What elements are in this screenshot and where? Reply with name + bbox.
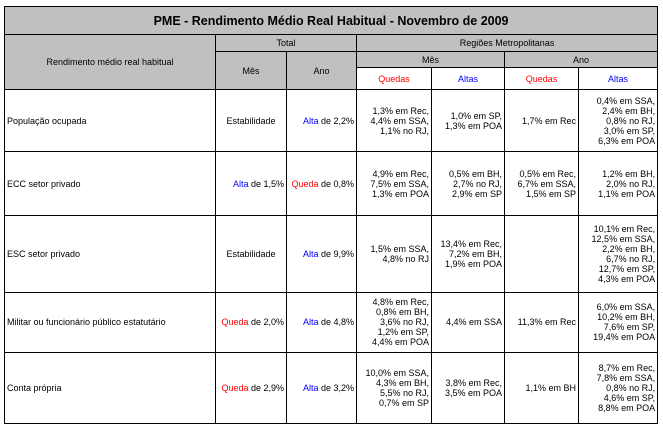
trend-word: Estabilidade: [226, 249, 276, 260]
mes-quedas-cell: 1,3% em Rec, 4,4% em SSA, 1,1% no RJ,: [357, 90, 432, 152]
ano-altas-cell: 0,4% em SSA, 2,4% em BH, 0,8% no RJ, 3,0% em SP, 6,3% em POA: [579, 90, 658, 152]
ano-quedas-cell: 0,5% em Rec, 6,7% em SSA, 1,5% em SP: [505, 152, 579, 216]
total-mes-cell: [216, 90, 287, 152]
mes-quedas-cell: 1,5% em SSA, 4,8% no RJ: [357, 216, 432, 292]
trend-value: de 3,2%: [318, 382, 354, 393]
total-mes-cell: [216, 352, 287, 423]
table-row: [5, 90, 658, 152]
mes-altas-cell: 13,4% em Rec, 7,2% em BH, 1,9% em POA: [432, 216, 505, 292]
table-row: [5, 292, 658, 352]
trend-word: Alta: [232, 178, 249, 189]
trend-word: Alta: [302, 317, 319, 328]
trend-word: Queda: [221, 317, 249, 328]
regioes-header: Regiões Metropolitanas: [357, 35, 658, 52]
ano-quedas-cell: 1,7% em Rec: [505, 90, 579, 152]
trend-word: Alta: [302, 249, 319, 260]
row-label: População ocupada: [5, 90, 216, 152]
mes-quedas-header: Quedas: [357, 68, 432, 90]
ano-quedas-cell: 1,1% em BH: [505, 352, 579, 423]
mes-altas-cell: 1,0% em SP, 1,3% em POA: [432, 90, 505, 152]
total-mes-cell: [216, 152, 287, 216]
table-row: [5, 352, 658, 423]
table-row: [5, 216, 658, 292]
total-mes-header: Mês: [216, 52, 287, 90]
total-ano-header: Ano: [287, 52, 357, 90]
trend-word: Estabilidade: [226, 115, 276, 126]
row-label: ECC setor privado: [5, 152, 216, 216]
total-ano-cell: [287, 152, 357, 216]
trend-word: Queda: [221, 382, 249, 393]
trend-value: de 2,9%: [248, 382, 284, 393]
total-ano-cell: [287, 292, 357, 352]
ano-altas-cell: 1,2% em BH, 2,0% no RJ, 1,1% em POA: [579, 152, 658, 216]
trend-value: de 1,5%: [248, 178, 284, 189]
mes-quedas-cell: 4,9% em Rec, 7,5% em SSA, 1,3% em POA: [357, 152, 432, 216]
trend-word: Queda: [291, 178, 319, 189]
trend-value: de 2,0%: [248, 317, 284, 328]
pme-table: [4, 6, 658, 424]
mes-altas-header: Altas: [432, 68, 505, 90]
trend-value: de 2,2%: [318, 115, 354, 126]
regioes-mes-header: Mês: [357, 52, 505, 68]
row-label: Militar ou funcionário público estatutário: [5, 292, 216, 352]
table-row: [5, 152, 658, 216]
trend-word: Alta: [302, 382, 319, 393]
total-header: Total: [216, 35, 357, 52]
total-ano-cell: [287, 216, 357, 292]
ano-altas-cell: 8,7% em Rec, 7,8% em SSA, 0,8% no RJ, 4,6% em SP, 8,8% em POA: [579, 352, 658, 423]
trend-value: de 0,8%: [318, 178, 354, 189]
table-title: PME - Rendimento Médio Real Habitual - Novembro de 2009: [5, 7, 658, 35]
mes-altas-cell: 4,4% em SSA: [432, 292, 505, 352]
ano-quedas-cell: 11,3% em Rec: [505, 292, 579, 352]
mes-altas-cell: 0,5% em BH, 2,7% no RJ, 2,9% em SP: [432, 152, 505, 216]
row-label: ESC setor privado: [5, 216, 216, 292]
mes-quedas-cell: 4,8% em Rec, 0,8% em BH, 3,6% no RJ, 1,2% em SP, 4,4% em POA: [357, 292, 432, 352]
row-label: Conta própria: [5, 352, 216, 423]
ano-altas-cell: 10,1% em Rec, 12,5% em SSA, 2,2% em BH, 6,7% no RJ, 12,7% em SP, 4,3% em POA: [579, 216, 658, 292]
ano-altas-header: Altas: [579, 68, 658, 90]
trend-value: de 9,9%: [318, 249, 354, 260]
regioes-ano-header: Ano: [505, 52, 658, 68]
ano-altas-cell: 6,0% em SSA, 10,2% em BH, 7,6% em SP, 19,4% em POA: [579, 292, 658, 352]
total-ano-cell: [287, 90, 357, 152]
ano-quedas-cell: [505, 216, 579, 292]
mes-altas-cell: 3,8% em Rec, 3,5% em POA: [432, 352, 505, 423]
mes-quedas-cell: 10,0% em SSA, 4,3% em BH, 5,5% no RJ, 0,7% em SP: [357, 352, 432, 423]
ano-quedas-header: Quedas: [505, 68, 579, 90]
trend-value: de 4,8%: [318, 317, 354, 328]
row-label-header: Rendimento médio real habitual: [5, 35, 216, 90]
total-mes-cell: [216, 216, 287, 292]
total-mes-cell: [216, 292, 287, 352]
trend-word: Alta: [302, 115, 319, 126]
total-ano-cell: [287, 352, 357, 423]
